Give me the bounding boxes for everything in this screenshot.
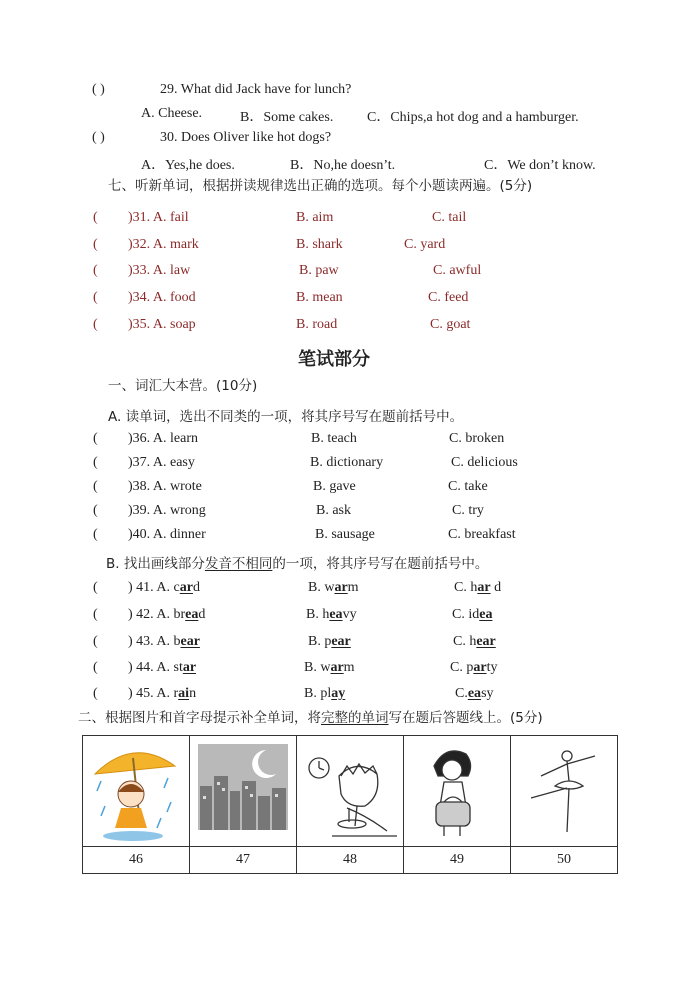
section7-title: 七、听新单词，根据拼读规律选出正确的选项。每个小题读两遍。(5分) xyxy=(108,178,533,194)
picture-number: 50 xyxy=(511,847,618,874)
question-option-c: C. goat xyxy=(430,317,471,332)
option-b-prefix: B. w xyxy=(308,580,335,595)
question-option-b xyxy=(306,607,357,623)
part2-title-pre: 二、根据图片和首字母提示补全单词，将 xyxy=(78,710,321,726)
answer-paren[interactable]: ( xyxy=(93,527,98,542)
question-option-b xyxy=(304,660,355,676)
question-option-b: B. shark xyxy=(296,237,343,252)
question-option-c: C. yard xyxy=(404,237,446,252)
answer-paren[interactable]: ( xyxy=(93,479,98,494)
girl-with-bag-picture xyxy=(404,736,511,847)
option-c-underlined: ear xyxy=(476,634,496,649)
partB-title xyxy=(106,552,488,572)
option-c-prefix: C. xyxy=(455,686,468,701)
part1-title: 一、词汇大本营。(10分) xyxy=(108,378,258,394)
question-option-c: C. breakfast xyxy=(448,527,516,542)
part2-title-post: 写在题后答题线上。(5分) xyxy=(388,710,543,726)
option-c-underlined: ea xyxy=(479,607,493,622)
part2-title xyxy=(78,706,543,726)
option-c-suffix: d xyxy=(490,580,502,595)
option-a-suffix: n xyxy=(189,686,197,701)
answer-paren[interactable]: ( xyxy=(93,431,98,446)
question-option-a xyxy=(128,634,200,650)
option-b-suffix: m xyxy=(343,660,355,675)
option-c-underlined: ar xyxy=(477,580,491,595)
option-a-underlined: ai xyxy=(178,686,190,701)
question-option-b: B. dictionary xyxy=(310,455,384,470)
answer-paren[interactable]: ( xyxy=(93,607,98,622)
written-heading: 笔试部分 xyxy=(298,349,370,370)
answer-paren[interactable]: ( xyxy=(93,580,98,595)
answer-paren[interactable]: ( xyxy=(93,210,98,225)
picture-number: 46 xyxy=(83,847,190,874)
option-c-suffix: ty xyxy=(486,660,498,675)
question-option-a: )37. A. easy xyxy=(128,455,195,470)
option-b-suffix: vy xyxy=(342,607,357,622)
option-a-prefix: ) 44. A. st xyxy=(128,660,183,675)
question-option-a: )31. A. fail xyxy=(128,210,189,225)
picture-number: 49 xyxy=(404,847,511,874)
answer-paren[interactable]: ( xyxy=(93,317,98,332)
question-option-b xyxy=(308,580,359,596)
answer-paren[interactable]: ( xyxy=(93,660,98,675)
question-option-b xyxy=(304,686,345,702)
option-a-prefix: ) 41. A. c xyxy=(128,580,180,595)
part2-title-underlined: 完整的单词 xyxy=(321,710,389,726)
q30-option-b: B．No,he doesn’t. xyxy=(290,158,396,173)
option-c-underlined: ea xyxy=(467,686,482,701)
q29-option-a: A. Cheese. xyxy=(141,106,203,121)
option-c-suffix: sy xyxy=(481,686,494,701)
option-b-underlined: ay xyxy=(331,686,346,701)
option-a-underlined: ar xyxy=(179,580,193,595)
option-b-prefix: B. h xyxy=(306,607,330,622)
answer-paren[interactable]: ( xyxy=(93,634,98,649)
question-option-c: C. awful xyxy=(433,263,482,278)
option-c-underlined: ar xyxy=(473,660,487,675)
question-option-c xyxy=(453,634,496,650)
option-b-prefix: B. w xyxy=(304,660,331,675)
option-a-prefix: ) 45. A. r xyxy=(128,686,179,701)
answer-paren[interactable]: ( xyxy=(93,263,98,278)
question-option-b: B. gave xyxy=(313,479,356,494)
q30-option-a: A．Yes,he does. xyxy=(141,158,235,173)
question-option-c: C. tail xyxy=(432,210,467,225)
answer-paren[interactable]: ( xyxy=(93,290,98,305)
question-option-a: )40. A. dinner xyxy=(128,527,206,542)
option-a-underlined: ear xyxy=(180,634,200,649)
question-option-c: C. delicious xyxy=(451,455,518,470)
q29-option-b: B．Some cakes. xyxy=(240,110,334,125)
ballet-dancer-picture xyxy=(511,736,618,847)
q30-paren[interactable]: ( ) xyxy=(92,130,105,145)
option-b-underlined: ea xyxy=(329,607,343,622)
answer-paren[interactable]: ( xyxy=(93,237,98,252)
question-option-b xyxy=(308,634,351,650)
partB-title-pre: B. 找出画线部分 xyxy=(106,556,205,572)
question-option-a xyxy=(128,686,196,702)
night-city-moon-picture xyxy=(190,736,297,847)
q29-paren[interactable]: ( ) xyxy=(92,82,105,97)
answer-paren[interactable]: ( xyxy=(93,686,98,701)
option-b-prefix: B. pl xyxy=(304,686,332,701)
picture-number: 47 xyxy=(190,847,297,874)
option-c-prefix: C. id xyxy=(452,607,480,622)
answer-paren[interactable]: ( xyxy=(93,455,98,470)
question-option-b: B. ask xyxy=(316,503,351,518)
option-a-underlined: ar xyxy=(182,660,197,675)
question-option-c: C. feed xyxy=(428,290,469,305)
option-a-underlined: ea xyxy=(185,607,199,622)
option-c-prefix: C. p xyxy=(450,660,474,675)
question-option-a xyxy=(128,580,200,596)
question-option-c xyxy=(450,660,497,676)
question-option-a: )39. A. wrong xyxy=(128,503,206,518)
question-option-c xyxy=(455,686,494,702)
picture-table xyxy=(82,735,618,874)
option-a-suffix: d xyxy=(198,607,206,622)
question-option-a: )38. A. wrote xyxy=(128,479,202,494)
q30-option-c: C．We don’t know. xyxy=(484,158,596,173)
question-option-c xyxy=(454,580,501,596)
question-option-a: )34. A. food xyxy=(128,290,196,305)
option-a-prefix: ) 43. A. b xyxy=(128,634,181,649)
option-c-prefix: C. h xyxy=(454,580,478,595)
q30-stem: 30. Does Oliver like hot dogs? xyxy=(160,130,332,145)
option-c-prefix: C. h xyxy=(453,634,477,649)
option-b-underlined: ear xyxy=(331,634,351,649)
question-option-c xyxy=(452,607,492,623)
question-option-c: C. try xyxy=(452,503,484,518)
question-option-a xyxy=(128,660,196,676)
partB-title-post: 的一项，将其序号写在题前括号中。 xyxy=(272,556,489,572)
question-option-a: )33. A. law xyxy=(128,263,191,278)
option-b-prefix: B. p xyxy=(308,634,332,649)
answer-paren[interactable]: ( xyxy=(93,503,98,518)
q29-option-c: C．Chips,a hot dog and a hamburger. xyxy=(367,110,579,125)
question-option-b: B. paw xyxy=(299,263,339,278)
option-b-underlined: ar xyxy=(334,580,348,595)
q29-stem: 29. What did Jack have for lunch? xyxy=(160,82,352,97)
option-a-prefix: ) 42. A. br xyxy=(128,607,186,622)
option-a-suffix: d xyxy=(192,580,200,595)
question-option-b: B. road xyxy=(296,317,338,332)
question-option-a xyxy=(128,607,205,623)
boy-clock-eating-picture xyxy=(297,736,404,847)
question-option-a: )35. A. soap xyxy=(128,317,196,332)
option-b-suffix: m xyxy=(347,580,359,595)
partA-title: A. 读单词，选出不同类的一项，将其序号写在题前括号中。 xyxy=(108,409,464,425)
question-option-a: )32. A. mark xyxy=(128,237,199,252)
question-option-b: B. mean xyxy=(296,290,343,305)
question-option-c: C. broken xyxy=(449,431,505,446)
question-option-c: C. take xyxy=(448,479,488,494)
question-option-a: )36. A. learn xyxy=(128,431,198,446)
rain-girl-umbrella-picture xyxy=(83,736,190,847)
question-option-b: B. teach xyxy=(311,431,357,446)
question-option-b: B. sausage xyxy=(315,527,375,542)
picture-number: 48 xyxy=(297,847,404,874)
question-option-b: B. aim xyxy=(296,210,334,225)
option-b-underlined: ar xyxy=(330,660,344,675)
partB-title-underlined: 发音不相同 xyxy=(204,556,273,572)
